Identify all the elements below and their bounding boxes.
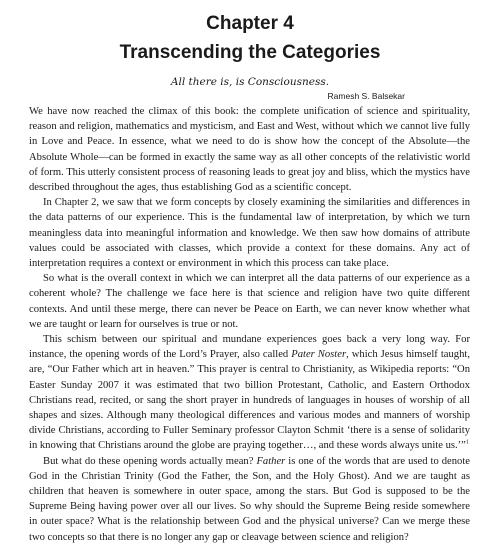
paragraph	[29, 332, 470, 454]
body-text	[29, 104, 470, 545]
paragraph-text: This schism between our spiritual and mundane experiences goes back a very long way. For instance, the opening words of the Lord’s Prayer, also called	[29, 334, 470, 361]
paragraph-text: is one of the words that are used to denote God in the Christian Trinity (God the Father, the Son, and the Holy Ghost). And we are taught as children that heaven is somewhere in outer space, among the stars. But God is supposed to be the Supreme Being having power over all our lives. So why should the Supreme Being reside somewhere in outer space? What is the relationship between God and the physical universe? Can we merge these two concepts so that there is no longer any gap or cleavage between science and religion?	[29, 455, 470, 543]
paragraph: We have now reached the climax of this book: the complete unification of science and spirituality, reason and religion, mathematics and mysticism, and East and West, without which we cannot live fully in Love and Peace. In essence, what we need to do is show how the concept of the Absolute—the Absolute Whole—can be formed in exactly the same way as all other concepts of the relativistic world of form. This utterly consistent process of reasoning leads to great joy and bliss, which the mystics have described throughout the ages, thus establishing God as a scientific concept.	[29, 106, 470, 194]
footnote-marker[interactable]: 1	[465, 439, 469, 446]
paragraph: In Chapter 2, we saw that we form concepts by closely examining the similarities and differences in the data patterns of our experience. This is the fundamental law of interpretation, by which we turn meaningless data into meaningful information and knowledge. We then saw how domains of attribute values could be associated with classes, which provide a context for these domains. Any act of interpretation requires a context or environment in which this process can take place.	[29, 197, 470, 270]
paragraph: So what is the overall context in which we can interpret all the data patterns of our experience as a coherent whole? The challenge we face here is that science and religion have two quite different contexts. And until these merge, there can never be Peace on Earth, we can never know whether what we are taught or learn for ourselves is true or not.	[29, 273, 470, 330]
epigraph-quote: All there is, is Consciousness.	[170, 76, 330, 88]
chapter-title: Transcending the Categories	[119, 42, 381, 63]
italic-term: Pater Noster	[291, 349, 347, 361]
paragraph	[29, 454, 470, 545]
chapter-label: Chapter 4	[206, 13, 294, 34]
paragraph-text: But what do these opening words actually mean?	[43, 455, 257, 467]
paragraph-text: , which Jesus himself taught, are, “Our Father which art in heaven.” This prayer is central to Christianity, as Wikipedia reports: “On Easter Sunday 2007 it was estimated that two billion Protestant, Catholic, and Eastern Orthodox Christians read, recited, or sang the short prayer in hundreds of languages in houses of worship of all shapes and sizes. Although many theological differences and various modes and manners of worship divide Christians, according to Fuller Seminary professor Clayton Schmit ‘there is a sense of solidarity in knowing that Christians around the globe are praying together…, and these words always unite us.’”	[29, 349, 470, 452]
epigraph-attribution: Ramesh S. Balsekar	[327, 91, 405, 101]
italic-term: Father	[256, 455, 286, 467]
